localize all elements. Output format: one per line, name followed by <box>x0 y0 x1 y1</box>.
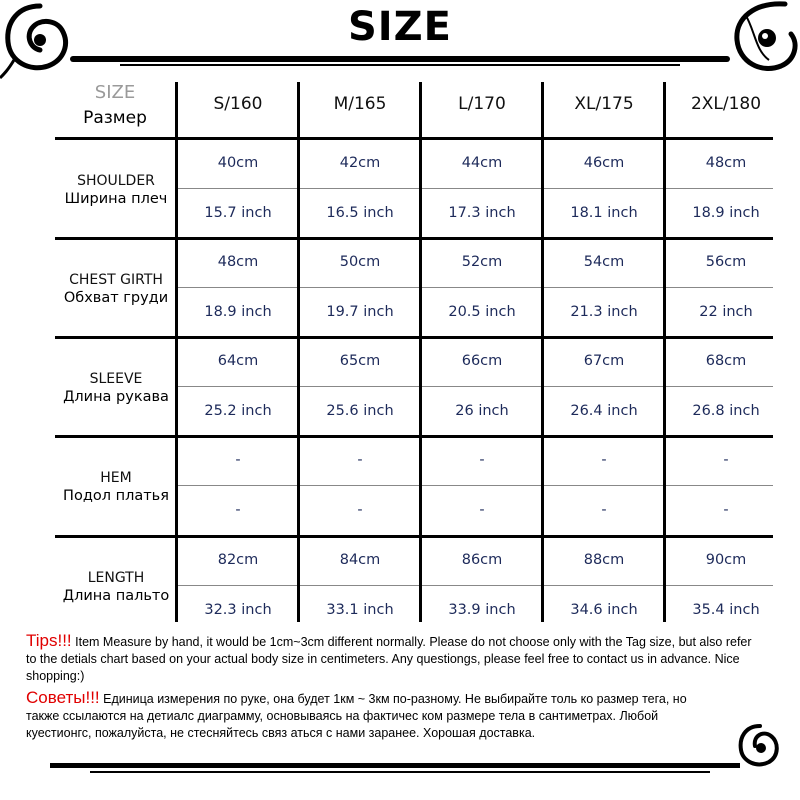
row-label-sleeve <box>55 370 177 406</box>
measurement-cell: 25.6 inch <box>326 403 394 419</box>
measurement-cell: 20.5 inch <box>448 304 516 320</box>
size-header-s: S/160 <box>213 94 263 114</box>
measurement-cell: 90cm <box>705 552 747 568</box>
measurement-cell: 18.1 inch <box>570 205 638 221</box>
measurement-cell: 33.1 inch <box>326 602 394 618</box>
row-label-ru: Ширина плеч <box>64 191 168 207</box>
size-header-xl: XL/175 <box>574 94 634 114</box>
row-label-hem <box>55 469 177 505</box>
tips-text-ru: Единица измерения по руке, она будет 1км ~ 3км по-разному. Не выбирайте толь ко размер тега, но также ссылаются на детиалс диаграмму, основываясь на фактичес ком размере тела в сантиметрах. Любой куестионгс, пожалуйста, не стесняйтесь связ аться с нами заранее. Хорошая доставка. <box>26 692 687 740</box>
measurement-cell: - <box>357 452 363 468</box>
measurement-cell: 82cm <box>217 552 259 568</box>
measurement-cell: 64cm <box>217 353 259 369</box>
row-label-en: CHEST GIRTH <box>69 272 163 288</box>
bottom-brush-line <box>50 763 740 768</box>
measurement-cell: 32.3 inch <box>204 602 272 618</box>
measurement-cell: 65cm <box>339 353 381 369</box>
size-label: SIZE <box>94 82 136 103</box>
size-label-ru: Размер <box>83 108 147 128</box>
row-label-ru: Длина пальто <box>62 588 170 604</box>
measurement-cell: - <box>723 452 729 468</box>
measurement-cell: - <box>601 452 607 468</box>
size-header-2xl: 2XL/180 <box>690 94 762 114</box>
measurement-cell: - <box>235 452 241 468</box>
row-label-ru: Длина рукава <box>63 389 169 405</box>
measurement-cell: 18.9 inch <box>692 205 760 221</box>
measurement-cell: 21.3 inch <box>570 304 638 320</box>
row-label-shoulder <box>55 172 177 208</box>
measurement-cell: 33.9 inch <box>448 602 516 618</box>
measurement-cell: - <box>235 502 241 518</box>
measurement-cell: 25.2 inch <box>204 403 272 419</box>
tips-heading-ru: Советы!!! <box>26 688 100 707</box>
measurement-cell: - <box>479 502 485 518</box>
measurement-cell: - <box>601 502 607 518</box>
measurement-cell: 15.7 inch <box>204 205 272 221</box>
measurement-cell: 26.8 inch <box>692 403 760 419</box>
measurement-cell: 22 inch <box>699 304 753 320</box>
measurement-cell: - <box>723 502 729 518</box>
measurement-cell: 50cm <box>339 254 381 270</box>
cell-divider <box>177 287 773 288</box>
measurement-cell: 66cm <box>461 353 503 369</box>
cell-divider <box>177 386 773 387</box>
measurement-cell: 19.7 inch <box>326 304 394 320</box>
row-label-ru: Обхват груди <box>63 290 169 306</box>
measurement-cell: 86cm <box>461 552 503 568</box>
measurement-cell: - <box>479 452 485 468</box>
measurement-cell: 56cm <box>705 254 747 270</box>
measurement-cell: 44cm <box>461 155 503 171</box>
measurement-cell: 48cm <box>705 155 747 171</box>
row-label-ru: Подол платья <box>63 488 169 504</box>
row-label-length <box>55 569 177 605</box>
row-label-en: SLEEVE <box>89 371 143 387</box>
tips-section <box>26 632 756 742</box>
tips-english <box>26 632 756 685</box>
measurement-cell: 42cm <box>339 155 381 171</box>
measurement-cell: 17.3 inch <box>448 205 516 221</box>
measurement-cell: 16.5 inch <box>326 205 394 221</box>
size-header-m: M/165 <box>333 94 387 114</box>
cell-divider <box>177 485 773 486</box>
row-label-en: LENGTH <box>87 570 145 586</box>
measurement-cell: 48cm <box>217 254 259 270</box>
row-label-en: HEM <box>100 470 132 486</box>
size-header-l: L/170 <box>458 94 506 114</box>
title-underline <box>70 56 730 62</box>
measurement-cell: 54cm <box>583 254 625 270</box>
measurement-cell: 67cm <box>583 353 625 369</box>
row-label-en: SHOULDER <box>77 173 155 189</box>
measurement-cell: 26 inch <box>455 403 509 419</box>
measurement-cell: 40cm <box>217 155 259 171</box>
tips-text-en: Item Measure by hand, it would be 1cm~3cm different normally. Please do not choose only with the Tag size, but also refer to the detials chart based on your actual body size in centimeters. Any questiongs, please feel free to contact us in advance. Nice shopping:) <box>26 635 752 683</box>
title-underline-thin <box>120 64 680 66</box>
cell-divider <box>177 585 773 586</box>
page-title: SIZE <box>347 4 453 50</box>
measurement-cell: - <box>357 502 363 518</box>
measurement-cell: 35.4 inch <box>692 602 760 618</box>
measurement-cell: 68cm <box>705 353 747 369</box>
measurement-cell: 84cm <box>339 552 381 568</box>
measurement-cell: 88cm <box>583 552 625 568</box>
measurement-cell: 18.9 inch <box>204 304 272 320</box>
tips-heading-en: Tips!!! <box>26 631 72 650</box>
measurement-cell: 46cm <box>583 155 625 171</box>
measurement-cell: 34.6 inch <box>570 602 638 618</box>
measurement-cell: 26.4 inch <box>570 403 638 419</box>
tips-russian <box>26 689 756 742</box>
cell-divider <box>177 188 773 189</box>
bottom-brush-line-thin <box>90 771 710 773</box>
measurement-cell: 52cm <box>461 254 503 270</box>
row-label-chest <box>55 271 177 307</box>
